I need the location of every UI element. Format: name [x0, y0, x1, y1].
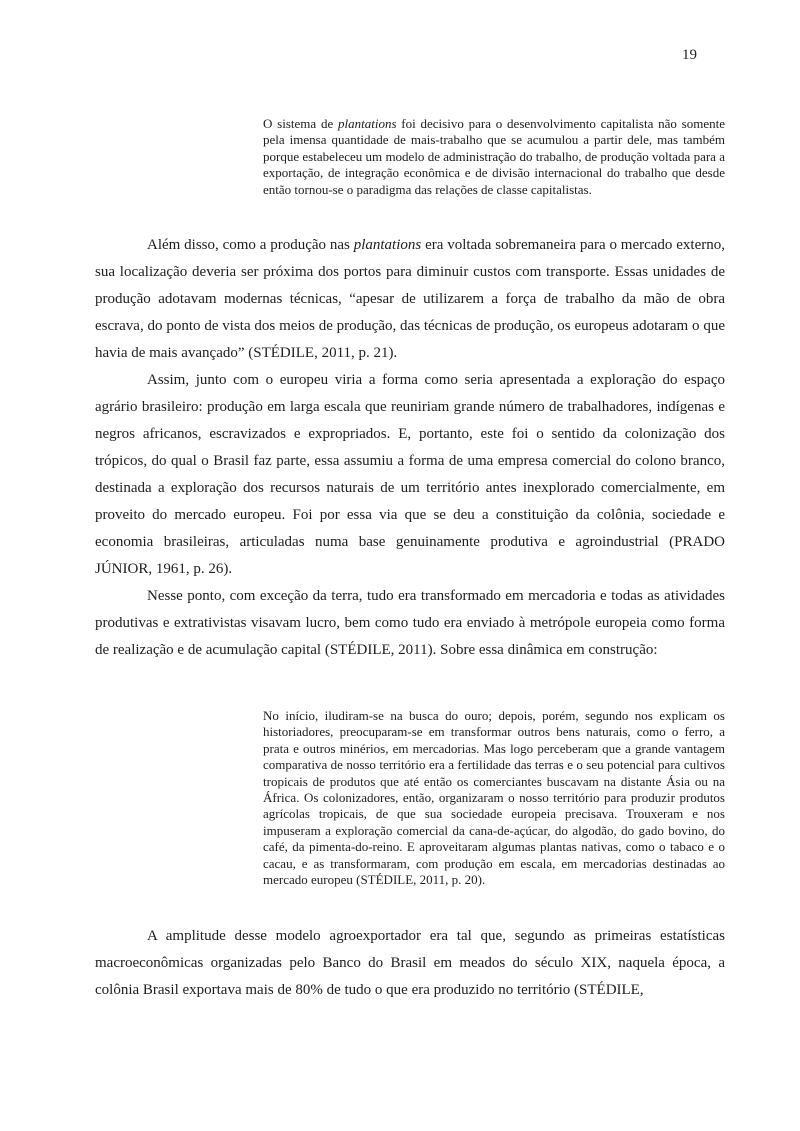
- block-quote-plantations: O sistema de plantations foi decisivo para o desenvolvimento capitalista não somente pela imensa quantidade de mais-trabalho que se acumulou a partir dele, mas também porque estabeleceu um modelo de administração do trabalho, de produção voltada para a exportação, de integração econômica e de divisão internacional do trabalho que desde então tornou-se o paradigma das relações de classe capitalistas.: [263, 116, 725, 197]
- paragraph-alem-disso: Além disso, como a produção nas plantations era voltada sobremaneira para o mercado externo, sua localização deveria ser próxima dos portos para diminuir custos com transporte. Essas unidades de produção adotavam modernas técnicas, “apesar de utilizarem a força de trabalho da mão de obra escrava, do ponto de vista dos meios de produção, das técnicas de produção, os europeus adotaram o que havia de mais avançado” (STÉDILE, 2011, p. 21).: [95, 237, 725, 362]
- paragraph-assim-junto: Assim, junto com o europeu viria a forma como seria apresentada a exploração do espaço agrário brasileiro: produção em larga escala que reuniriam grande número de trabalhadores, indígenas e negros africanos, escravizados e expropriados. E, portanto, este foi o sentido da colonização dos trópicos, do qual o Brasil faz parte, essa assumiu a forma de uma empresa comercial do colono branco, destinada a exploração dos recursos naturais de um território antes inexplorado comercialmente, em proveito do mercado europeu. Foi por essa via que se deu a constituição da colônia, sociedade e economia brasileiras, articuladas numa base genuinamente produtiva e agroindustrial (PRADO JÚNIOR, 1961, p. 26).: [95, 372, 725, 578]
- paragraph-nesse-ponto: Nesse ponto, com exceção da terra, tudo era transformado em mercadoria e todas as atividades produtivas e extrativistas visavam lucro, bem como tudo era enviado à metrópole europeia como forma de realização e de acumulação capital (STÉDILE, 2011). Sobre essa dinâmica em construção:: [95, 588, 725, 659]
- block-quote-no-inicio: No início, iludiram-se na busca do ouro; depois, porém, segundo nos explicam os historiadores, preocuparam-se em transformar outros bens naturais, como o ferro, a prata e outros minérios, em mercadorias. Mas logo perceberam que a grande vantagem comparativa de nosso território era a fertilidade das terras e o seu potencial para cultivos tropicais de produtos que até então os comerciantes buscavam na distante Ásia ou na África. Os colonizadores, então, organizaram o nosso território para produzir produtos agrícolas tropicais, de que sua sociedade europeia precisava. Trouxeram e nos impuseram a exploração comercial da cana-de-açúcar, do algodão, do gado bovino, do café, da pimenta-do-reino. E aproveitaram algumas plantas nativas, como o tabaco e o cacau, e as transformaram, com produção em escala, em mercadorias destinadas ao mercado europeu (STÉDILE, 2011, p. 20).: [263, 708, 725, 888]
- page-number: 19: [682, 47, 697, 63]
- paragraph-a-amplitude: A amplitude desse modelo agroexportador era tal que, segundo as primeiras estatísticas macroeconômicas organizadas pelo Banco do Brasil em meados do século XIX, naquela época, a colônia Brasil exportava mais de 80% de tudo o que era produzido no território (STÉDILE,: [95, 927, 725, 998]
